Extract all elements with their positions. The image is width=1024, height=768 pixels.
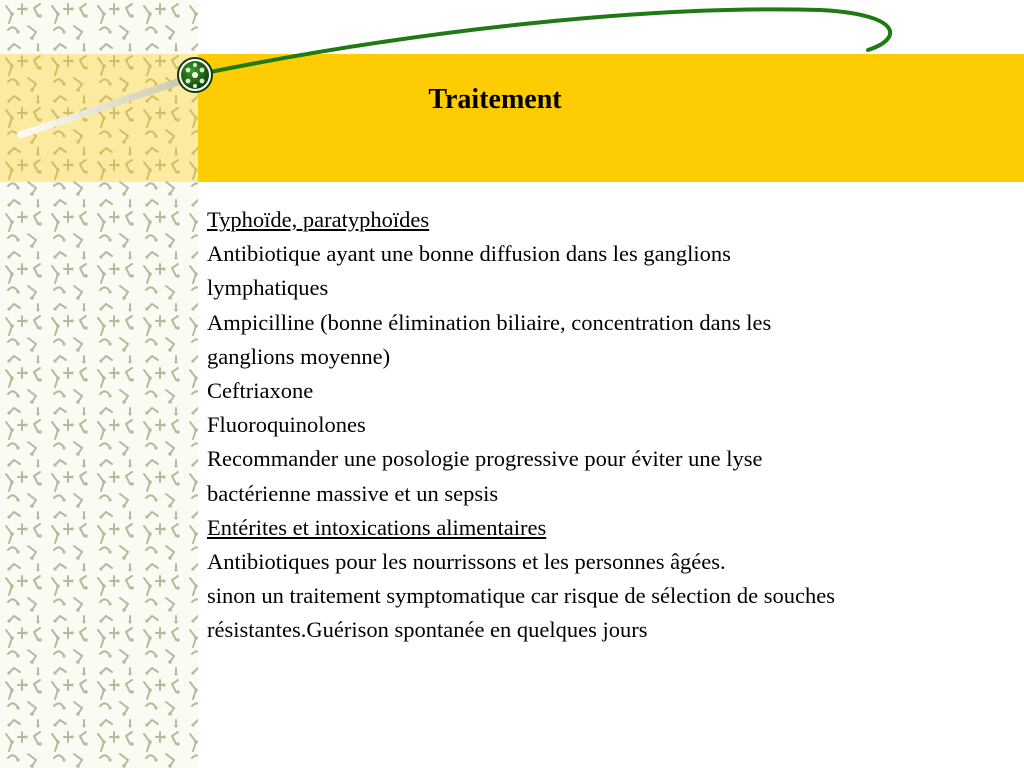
- body-line: lymphatiques: [207, 275, 329, 301]
- section-heading-enterites: Entérites et intoxications alimentaires: [207, 514, 547, 540]
- slide-title: Traitement: [428, 84, 562, 115]
- body-line: bactérienne massive et un sepsis: [207, 480, 499, 506]
- body-line: Recommander une posologie progressive pour éviter une lyse: [207, 446, 763, 472]
- body-line: Ampicilline (bonne élimination biliaire, concentration dans les: [207, 309, 772, 335]
- slide-body: [207, 203, 1017, 648]
- swoosh-curve: [210, 9, 890, 72]
- body-line: Fluoroquinolones: [207, 412, 366, 438]
- swoosh-tail: [20, 82, 178, 135]
- section-heading-typhoide: Typhoïde, paratyphoïdes: [207, 207, 430, 232]
- body-line: ganglions moyenne): [207, 343, 391, 369]
- body-line: sinon un traitement symptomatique car risque de sélection de souches: [207, 583, 835, 609]
- body-line: Antibiotique ayant une bonne diffusion dans les ganglions: [207, 241, 731, 267]
- molecule-ornament-icon: [178, 58, 212, 92]
- body-line: résistantes.Guérison spontanée en quelques jours: [207, 617, 648, 643]
- body-line: Antibiotiques pour les nourrissons et les personnes âgées.: [207, 549, 726, 575]
- body-line: Ceftriaxone: [207, 378, 314, 404]
